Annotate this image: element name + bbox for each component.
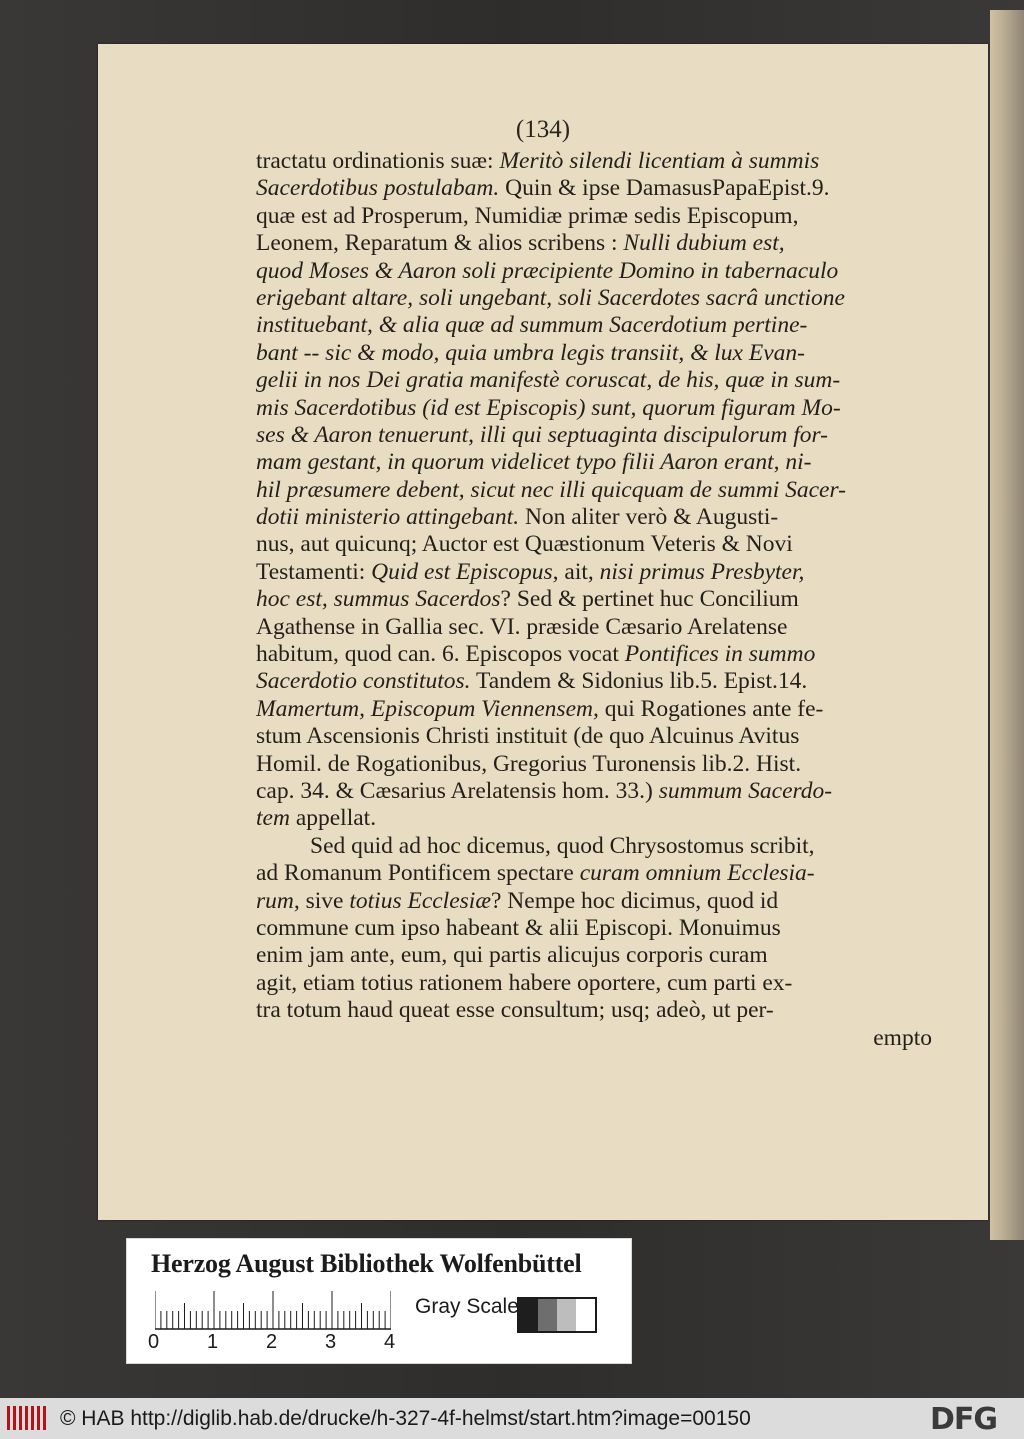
text-line (256, 915, 932, 942)
text-line (256, 970, 932, 997)
roman-text: empto (873, 1024, 932, 1051)
text-line (256, 833, 932, 860)
text-line (256, 888, 932, 915)
roman-text: ad Romanum Pontificem spectare (256, 860, 580, 887)
italic-text: Sacerdotio constitutos. (256, 668, 471, 695)
roman-text: agit, etiam totius rationem habere oportere, cum parti ex- (256, 969, 793, 996)
text-line (256, 723, 932, 750)
roman-text: commune cum ipso habeant & alii Episcopi. Monuimus (256, 914, 781, 941)
italic-text: bant -- sic & modo, quia umbra legis transiit, & lux Evan- (256, 339, 805, 366)
italic-text: dotii ministerio attingebant. (256, 504, 520, 531)
italic-text: instituebant, & alia quæ ad summum Sacerdotium pertine- (256, 312, 808, 339)
text-line (256, 258, 932, 285)
roman-text: Tandem & Sidonius lib.5. Epist.14. (470, 668, 808, 695)
dfg-logo: DFG (930, 1402, 998, 1437)
copyright-url[interactable]: © HAB http://diglib.hab.de/drucke/h-327-4f-helmst/start.htm?image=00150 (60, 1407, 751, 1430)
text-line (256, 942, 932, 969)
italic-text: summum Sacerdo- (658, 777, 833, 804)
text-line (256, 696, 932, 723)
text-line (256, 148, 932, 175)
italic-text: ses & Aaron tenuerunt, illi qui septuaginta discipulorum for- (256, 421, 829, 448)
ruler-scale (155, 1291, 391, 1331)
library-label-card (126, 1238, 632, 1364)
roman-text: sive (299, 887, 350, 914)
roman-text: ? Nempe hoc dicimus, quod id (491, 887, 779, 914)
page-number: (134) (515, 116, 571, 143)
ruler-number: 2 (266, 1331, 278, 1353)
roman-text: cap. 34. & Cæsarius Arelatensis hom. 33.) (256, 777, 659, 804)
library-name: Herzog August Bibliothek Wolfenbüttel (151, 1249, 582, 1278)
text-line (256, 641, 932, 668)
ruler-number: 4 (384, 1331, 396, 1353)
viewer-footer (0, 1398, 1024, 1439)
roman-text: Homil. de Rogationibus, Gregorius Turonensis lib.2. Hist. (256, 750, 802, 777)
catchword (256, 1025, 932, 1052)
text-line (256, 175, 932, 202)
roman-text: stum Ascensionis Christi instituit (de quo Alcuinus Avitus (256, 723, 800, 750)
text-line (256, 997, 932, 1024)
italic-text: nisi primus Presbyter, (599, 558, 805, 585)
roman-text: ? Sed & pertinet huc Concilium (500, 586, 799, 613)
italic-text: mis Sacerdotibus (id est Episcopis) sunt, quorum figuram Mo- (256, 394, 841, 421)
roman-text: appellat. (289, 805, 377, 832)
text-line (256, 449, 932, 476)
italic-text: hoc est, summus Sacerdos (256, 586, 501, 613)
text-line (256, 367, 932, 394)
roman-text: Quin & ipse DamasusPapaEpist.9. (499, 175, 830, 202)
italic-text: Pontifices in summo (624, 641, 816, 668)
italic-text: totius Ecclesiæ (349, 887, 491, 914)
ruler-number: 3 (325, 1331, 337, 1353)
text-line (256, 203, 932, 230)
roman-text: nus, aut quicunq; Auctor est Quæstionum Veteris & Novi (256, 531, 793, 558)
text-line (256, 860, 932, 887)
italic-text: tem (256, 805, 290, 832)
ruler-number: 0 (148, 1331, 160, 1353)
text-line (256, 751, 932, 778)
gray-scale-swatch (517, 1297, 597, 1333)
roman-text: Sed quid ad hoc dicemus, quod Chrysostomus scribit, (310, 832, 815, 859)
roman-text: Agathense in Gallia sec. VI. præside Cæsario Arelatense (256, 613, 788, 640)
roman-text: Testamenti: (256, 558, 372, 585)
text-line (256, 559, 932, 586)
italic-text: erigebant altare, soli ungebant, soli Sacerdotes sacrâ unctione (256, 284, 845, 311)
text-line (256, 312, 932, 339)
roman-text: Leonem, Reparatum & alios scribens : (256, 230, 624, 257)
roman-text: enim jam ante, eum, qui partis alicujus corporis curam (256, 942, 768, 969)
ruler-numbers (145, 1331, 415, 1355)
roman-text: tractatu ordinationis suæ: (256, 148, 500, 174)
text-line (256, 778, 932, 805)
italic-text: rum, (256, 887, 300, 914)
italic-text: Meritò silendi licentiam à summis (499, 148, 820, 174)
text-line (256, 668, 932, 695)
hab-barcode-logo-icon (6, 1404, 48, 1432)
text-line (256, 504, 932, 531)
book-page (98, 44, 988, 1220)
italic-text: Quid est Episcopus, (371, 558, 559, 585)
gray-scale-label: Gray Scale (415, 1295, 519, 1318)
text-line (256, 285, 932, 312)
adjacent-page-edge (990, 10, 1024, 1240)
page-text (256, 148, 932, 1052)
text-line (256, 531, 932, 558)
gray-swatch (538, 1299, 557, 1331)
text-line (256, 340, 932, 367)
text-line (256, 805, 932, 832)
roman-text: habitum, quod can. 6. Episcopos vocat (256, 641, 625, 668)
text-line (256, 422, 932, 449)
italic-text: quod Moses & Aaron soli præcipiente Domino in tabernaculo (256, 257, 839, 284)
text-line (256, 586, 932, 613)
italic-text: mam gestant, in quorum videlicet typo filii Aaron erant, ni- (256, 449, 812, 476)
italic-text: curam omnium Ecclesia- (579, 860, 815, 887)
italic-text: hil præsumere debent, sicut nec illi quicquam de summi Sacer- (256, 476, 846, 503)
text-line (256, 477, 932, 504)
text-line (256, 614, 932, 641)
roman-text: qui Rogationes ante fe- (598, 695, 824, 722)
text-line (256, 230, 932, 257)
ruler-number: 1 (207, 1331, 219, 1353)
italic-text: Sacerdotibus postulabam. (256, 175, 500, 202)
italic-text: gelii in nos Dei gratia manifestè coruscat, de his, quæ in sum- (256, 367, 841, 394)
roman-text: tra totum haud queat esse consultum; usq; adeò, ut per- (256, 997, 774, 1024)
italic-text: Nulli dubium est, (623, 230, 785, 257)
text-line (256, 395, 932, 422)
roman-text: Non aliter verò & Augusti- (519, 504, 779, 531)
gray-swatch (557, 1299, 576, 1331)
roman-text: ait, (558, 558, 600, 585)
gray-swatch (576, 1299, 595, 1331)
gray-swatch (519, 1299, 538, 1331)
italic-text: Mamertum, Episcopum Viennensem, (256, 695, 599, 722)
roman-text: quæ est ad Prosperum, Numidiæ primæ sedis Episcopum, (256, 202, 799, 229)
